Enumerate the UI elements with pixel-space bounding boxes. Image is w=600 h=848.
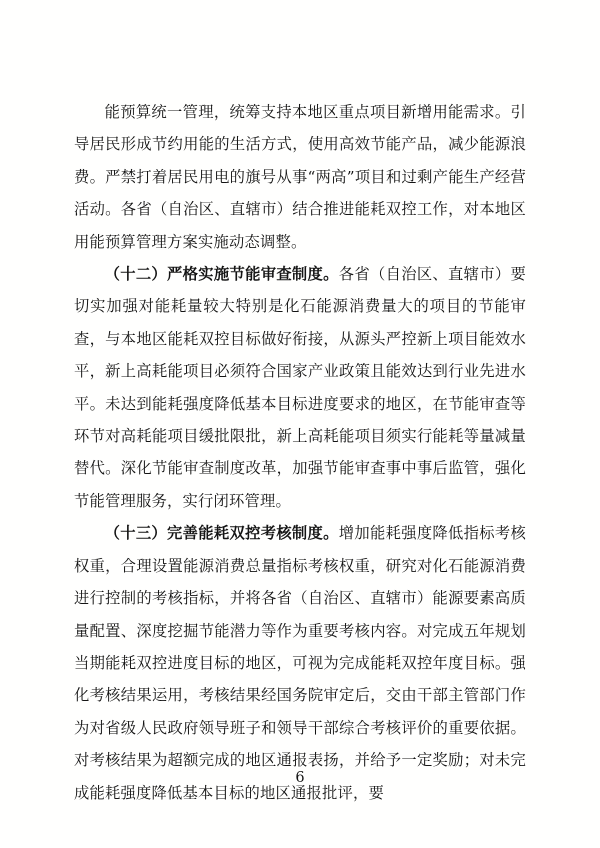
paragraph-item-twelve	[74, 258, 526, 517]
paragraph-item-thirteen	[74, 517, 526, 809]
paragraph-lead-thirteen: （十三）完善能耗双控考核制度。	[104, 524, 339, 543]
page-number: 6	[295, 770, 305, 786]
paragraph-text: 增加能耗强度降低指标考核权重，合理设置能源消费总量指标考核权重，研究对化石能源消费进行控制的考核指标，并将各省（自治区、直辖市）能源要素高质量配置、深度挖掘节能潜力等作为重要考核内容。对完成五年规划当期能耗双控进度目标的地区，可视为完成能耗双控年度目标。强化考核结果运用，考核结果经国务院审定后，交由干部主管部门作为对省级人民政府领导班子和领导干部综合考核评价的重要依据。对考核结果为超额完成的地区通报表扬，并给予一定奖励；对未完成能耗强度降低基本目标的地区通报批评，要	[74, 524, 526, 802]
document-body	[74, 96, 526, 809]
paragraph-text: 各省（自治区、直辖市）要切实加强对能耗量较大特别是化石能源消费量大的项目的节能审查，与本地区能耗双控目标做好衔接，从源头严控新上项目能效水平，新上高耗能项目必须符合国家产业政策且能效达到行业先进水平。未达到能耗强度降低基本目标进度要求的地区，在节能审查等环节对高耗能项目缓批限批，新上高耗能项目须实行能耗等量减量替代。深化节能审查制度改革，加强节能审查事中事后监管，强化节能管理服务，实行闭环管理。	[74, 265, 526, 510]
paragraph-text: 能预算统一管理，统筹支持本地区重点项目新增用能需求。引导居民形成节约用能的生活方式，使用高效节能产品，减少能源浪费。严禁打着居民用电的旗号从事“两高”项目和过剩产能生产经营活动。各省（自治区、直辖市）结合推进能耗双控工作，对本地区用能预算管理方案实施动态调整。	[74, 103, 526, 251]
paragraph-continuation	[74, 96, 526, 258]
paragraph-lead-twelve: （十二）严格实施节能审查制度。	[104, 265, 339, 284]
